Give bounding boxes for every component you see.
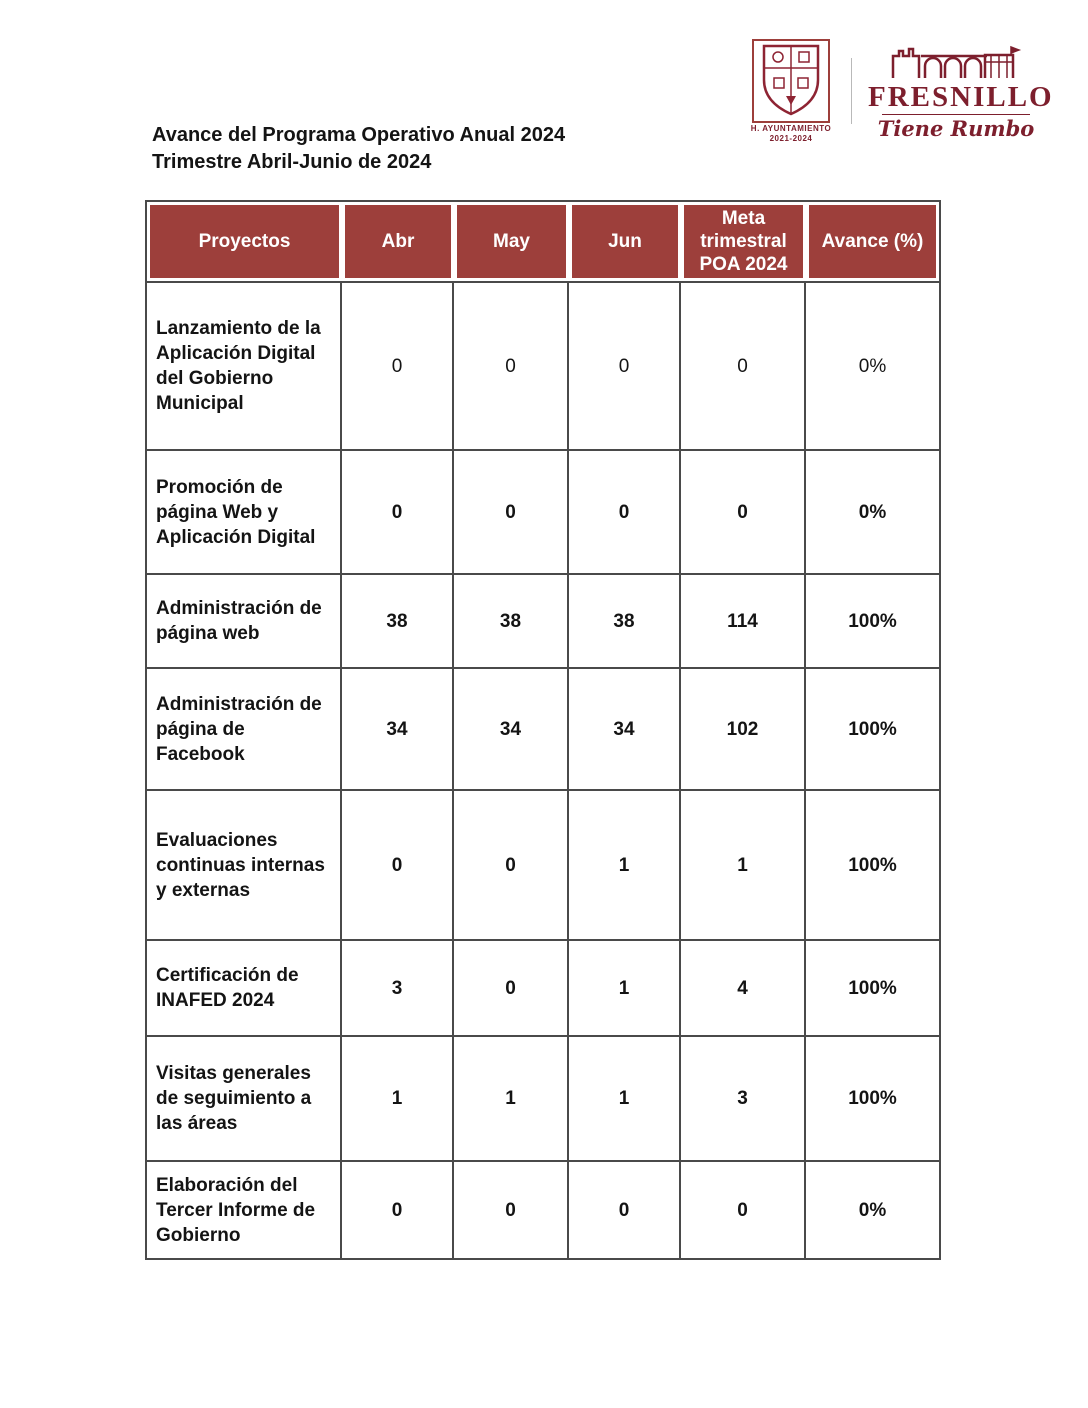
logo-area <box>747 38 1054 144</box>
value-meta: 102 <box>681 669 806 791</box>
value-avance: 100% <box>806 575 939 669</box>
municipal-crest-logo <box>747 38 835 144</box>
table-row <box>147 451 939 575</box>
value-jun: 34 <box>569 669 681 791</box>
value-jun: 0 <box>569 281 681 451</box>
value-avance: 0% <box>806 451 939 575</box>
project-name: Promoción de página Web y Aplicación Digital <box>147 451 342 575</box>
brand-tagline: Tiene Rumbo <box>877 116 1035 141</box>
logo-divider <box>851 58 852 124</box>
value-jun: 0 <box>569 451 681 575</box>
value-abr: 3 <box>342 941 454 1037</box>
header-abr: Abr <box>342 202 454 281</box>
value-avance: 0% <box>806 1162 939 1258</box>
value-may: 38 <box>454 575 569 669</box>
value-meta: 4 <box>681 941 806 1037</box>
value-may: 0 <box>454 1162 569 1258</box>
title-line-1: Avance del Programa Operativo Anual 2024 <box>152 124 566 146</box>
value-meta: 0 <box>681 1162 806 1258</box>
value-jun: 38 <box>569 575 681 669</box>
value-jun: 1 <box>569 1037 681 1162</box>
value-may: 0 <box>454 281 569 451</box>
poa-table-wrapper <box>145 200 941 1260</box>
value-meta: 0 <box>681 451 806 575</box>
header-avance: Avance (%) <box>806 202 939 281</box>
title-line-2: Trimestre Abril-Junio de 2024 <box>152 151 432 173</box>
project-name: Elaboración del Tercer Informe de Gobierno <box>147 1162 342 1258</box>
value-avance: 100% <box>806 941 939 1037</box>
poa-progress-table <box>147 202 939 1258</box>
value-may: 34 <box>454 669 569 791</box>
fresnillo-logo <box>868 40 1054 142</box>
project-name: Lanzamiento de la Aplicación Digital del Gobierno Municipal <box>147 281 342 451</box>
value-abr: 1 <box>342 1037 454 1162</box>
value-abr: 34 <box>342 669 454 791</box>
value-may: 0 <box>454 451 569 575</box>
header-jun: Jun <box>569 202 681 281</box>
aqueduct-icon <box>868 40 1044 80</box>
value-jun: 0 <box>569 1162 681 1258</box>
table-row <box>147 669 939 791</box>
value-abr: 38 <box>342 575 454 669</box>
value-jun: 1 <box>569 941 681 1037</box>
value-abr: 0 <box>342 281 454 451</box>
value-abr: 0 <box>342 451 454 575</box>
table-row <box>147 791 939 941</box>
project-name: Administración de página web <box>147 575 342 669</box>
document-title <box>152 122 565 176</box>
brand-rule <box>882 114 1030 115</box>
value-may: 0 <box>454 791 569 941</box>
value-may: 0 <box>454 941 569 1037</box>
header-may: May <box>454 202 569 281</box>
value-avance: 100% <box>806 669 939 791</box>
value-avance: 0% <box>806 281 939 451</box>
value-avance: 100% <box>806 791 939 941</box>
crest-shield-icon <box>750 38 832 124</box>
table-row <box>147 1162 939 1258</box>
table-row <box>147 281 939 451</box>
value-may: 1 <box>454 1037 569 1162</box>
value-meta: 114 <box>681 575 806 669</box>
value-abr: 0 <box>342 1162 454 1258</box>
table-row <box>147 1037 939 1162</box>
crest-years: 2021-2024 <box>769 134 813 143</box>
value-abr: 0 <box>342 791 454 941</box>
header-meta-trimestral: Meta trimestral POA 2024 <box>681 202 806 281</box>
table-row <box>147 941 939 1037</box>
project-name: Certificación de INAFED 2024 <box>147 941 342 1037</box>
project-name: Evaluaciones continuas internas y externas <box>147 791 342 941</box>
crest-caption: H. AYUNTAMIENTO <box>750 124 832 133</box>
table-row <box>147 575 939 669</box>
value-jun: 1 <box>569 791 681 941</box>
value-meta: 3 <box>681 1037 806 1162</box>
brand-name: FRESNILLO <box>868 81 1054 113</box>
header-proyectos: Proyectos <box>147 202 342 281</box>
value-avance: 100% <box>806 1037 939 1162</box>
project-name: Visitas generales de seguimiento a las áreas <box>147 1037 342 1162</box>
value-meta: 0 <box>681 281 806 451</box>
value-meta: 1 <box>681 791 806 941</box>
header-row <box>147 202 939 281</box>
project-name: Administración de página de Facebook <box>147 669 342 791</box>
